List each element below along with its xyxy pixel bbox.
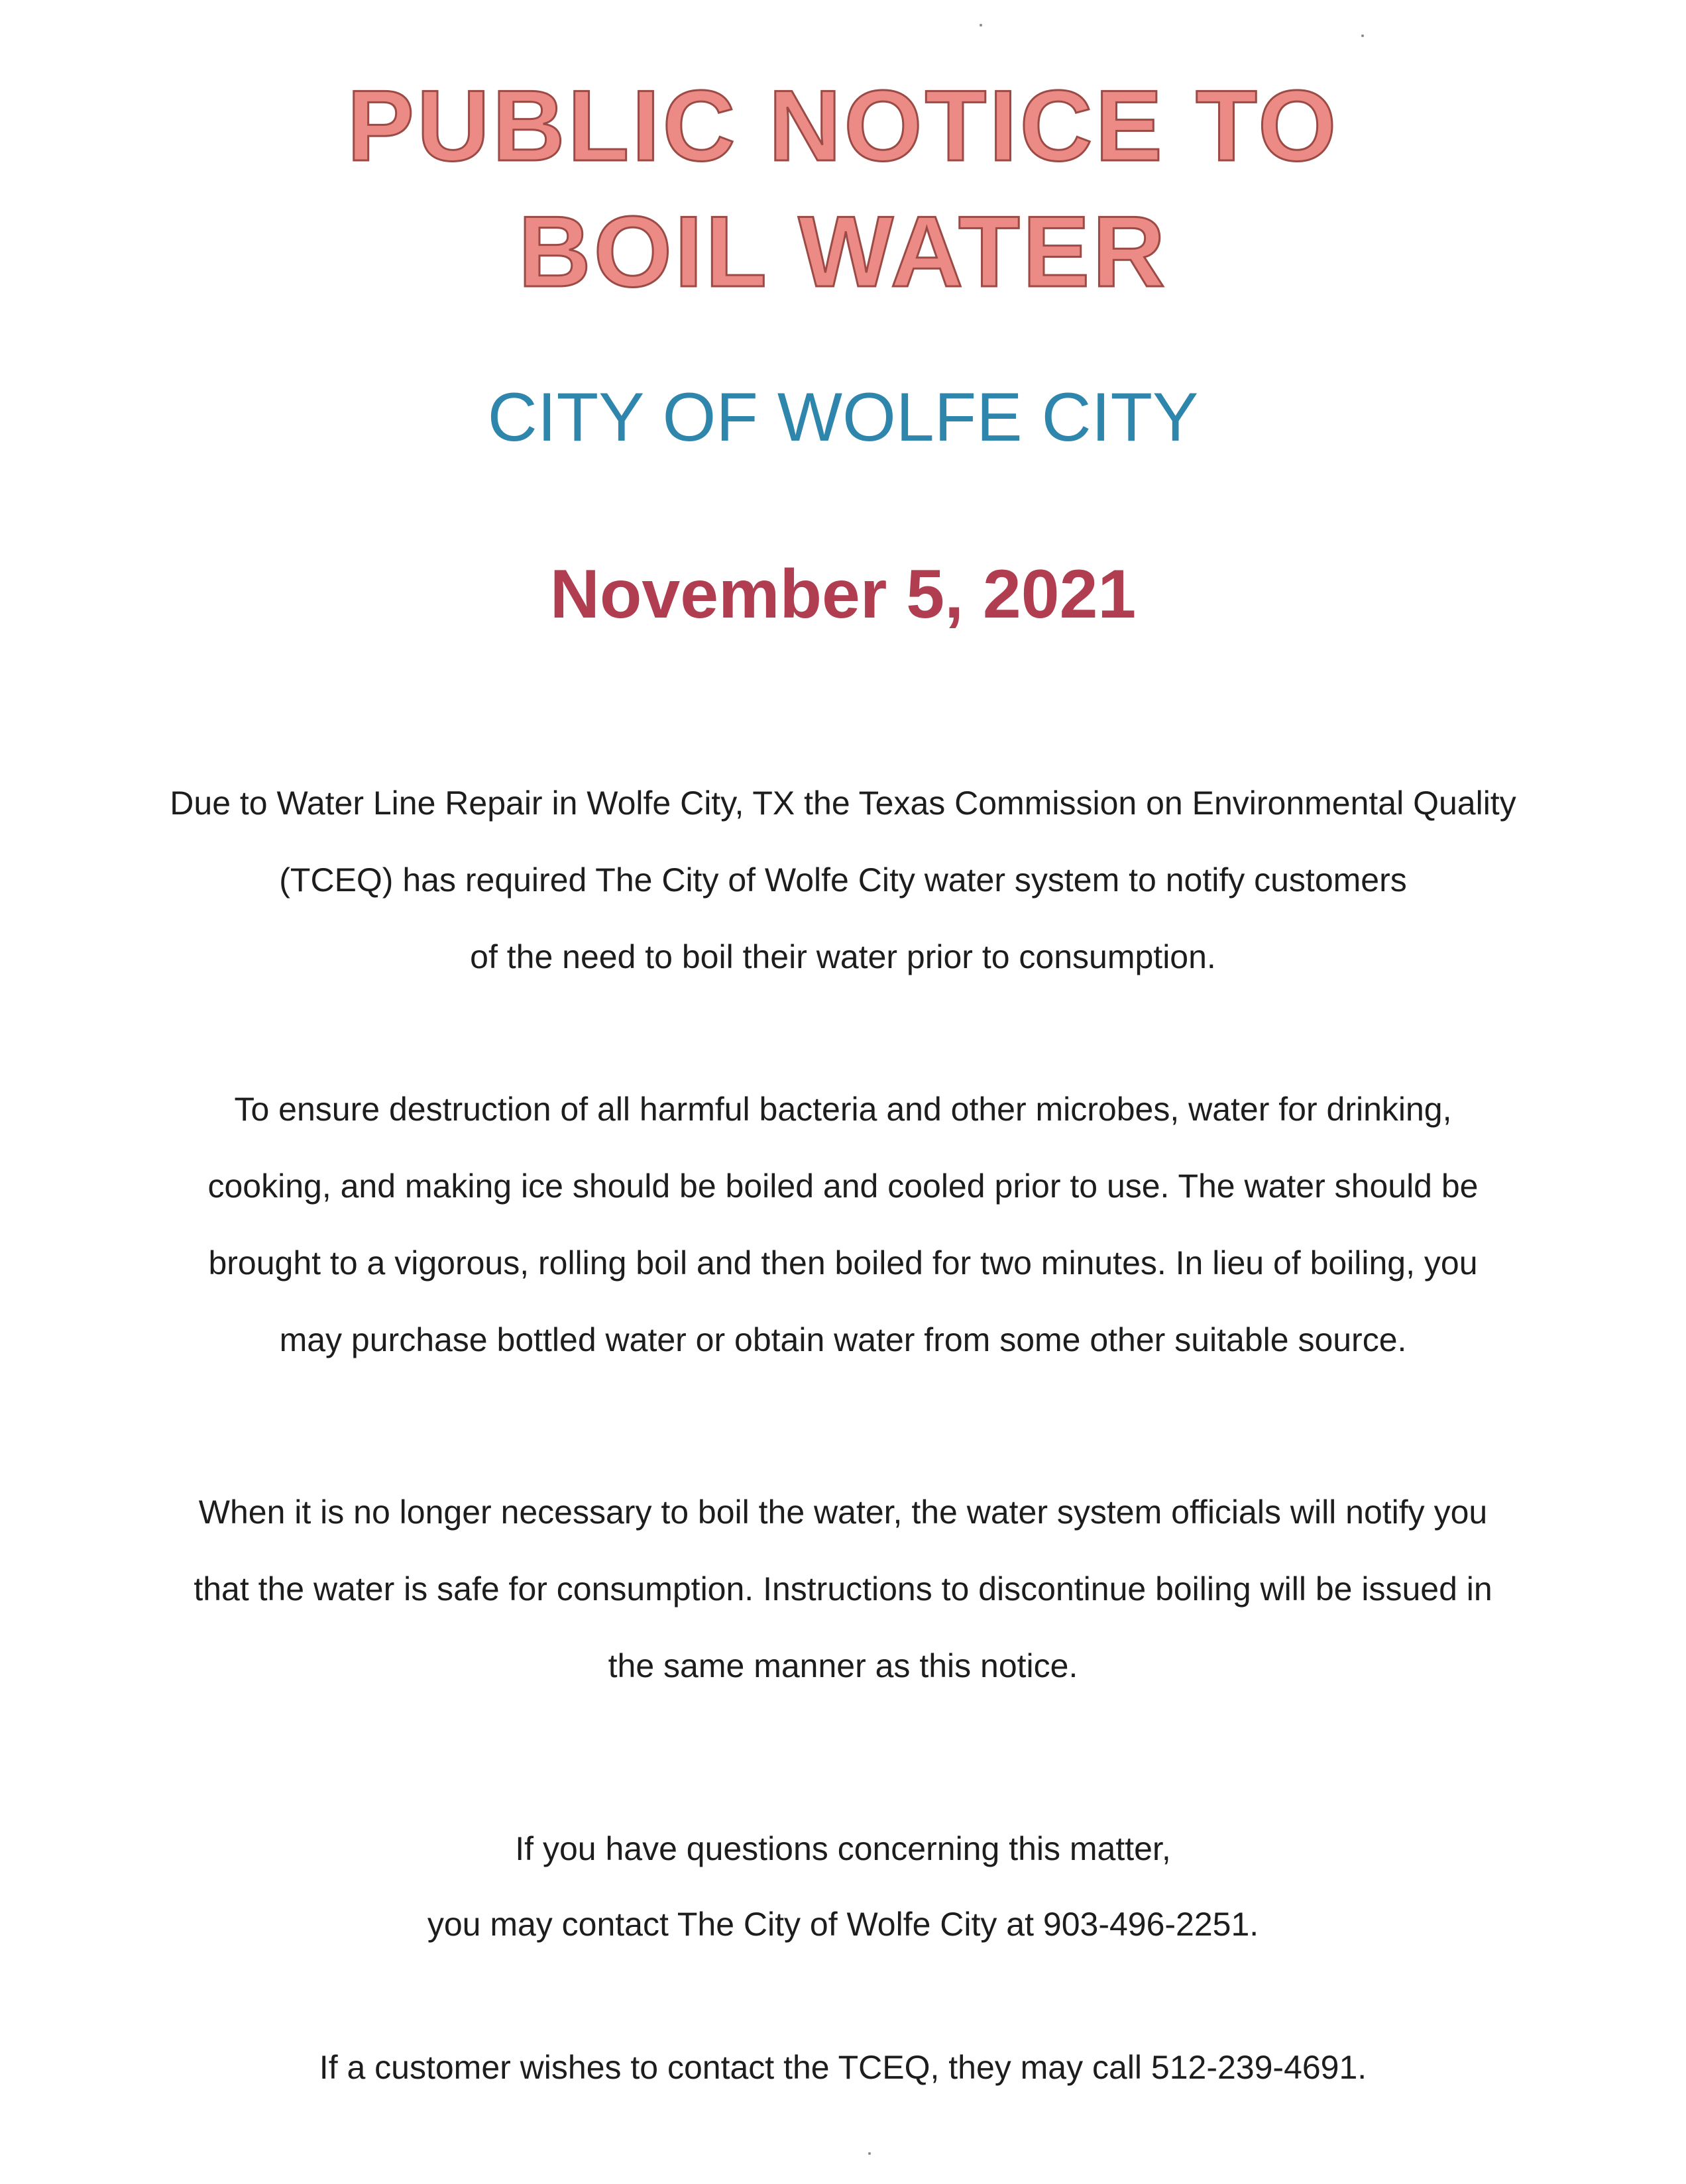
contact-city-line-2: you may contact The City of Wolfe City at 903-496-2251. [427, 1906, 1259, 1943]
scan-speck [980, 24, 982, 27]
contact-tceq-line: If a customer wishes to contact the TCEQ, they may call 512-239-4691. [319, 2049, 1367, 2086]
paragraph-1-line-1: Due to Water Line Repair in Wolfe City, TX the Texas Commission on Environmental Quality [170, 785, 1516, 822]
paragraph-3-line-2: that the water is safe for consumption. Instructions to discontinue boiling will be issued in [194, 1570, 1492, 1608]
paragraph-2-line-4: may purchase bottled water or obtain water from some other suitable source. [279, 1321, 1407, 1358]
paragraph-1-line-3: of the need to boil their water prior to consumption. [470, 938, 1216, 975]
scan-speck [868, 2152, 871, 2155]
paragraph-2-line-2: cooking, and making ice should be boiled and cooled prior to use. The water should be [207, 1168, 1479, 1205]
paragraph-1-line-2: (TCEQ) has required The City of Wolfe City water system to notify customers [279, 861, 1407, 899]
paragraph-3-line-1: When it is no longer necessary to boil the water, the water system officials will notify you [198, 1494, 1488, 1531]
notice-date: November 5, 2021 [549, 556, 1137, 633]
notice-title-line-2: BOIL WATER [518, 195, 1168, 308]
paragraph-2-line-3: brought to a vigorous, rolling boil and then boiled for two minutes. In lieu of boiling, you [208, 1244, 1478, 1282]
city-name-heading: CITY OF WOLFE CITY [487, 379, 1199, 456]
paragraph-2-line-1: To ensure destruction of all harmful bacteria and other microbes, water for drinking, [234, 1091, 1452, 1128]
contact-city-line-1: If you have questions concerning this matter, [515, 1830, 1171, 1867]
scan-speck [1361, 34, 1364, 37]
notice-title-line-1: PUBLIC NOTICE TO [347, 70, 1339, 182]
paragraph-3-line-3: the same manner as this notice. [608, 1647, 1078, 1684]
